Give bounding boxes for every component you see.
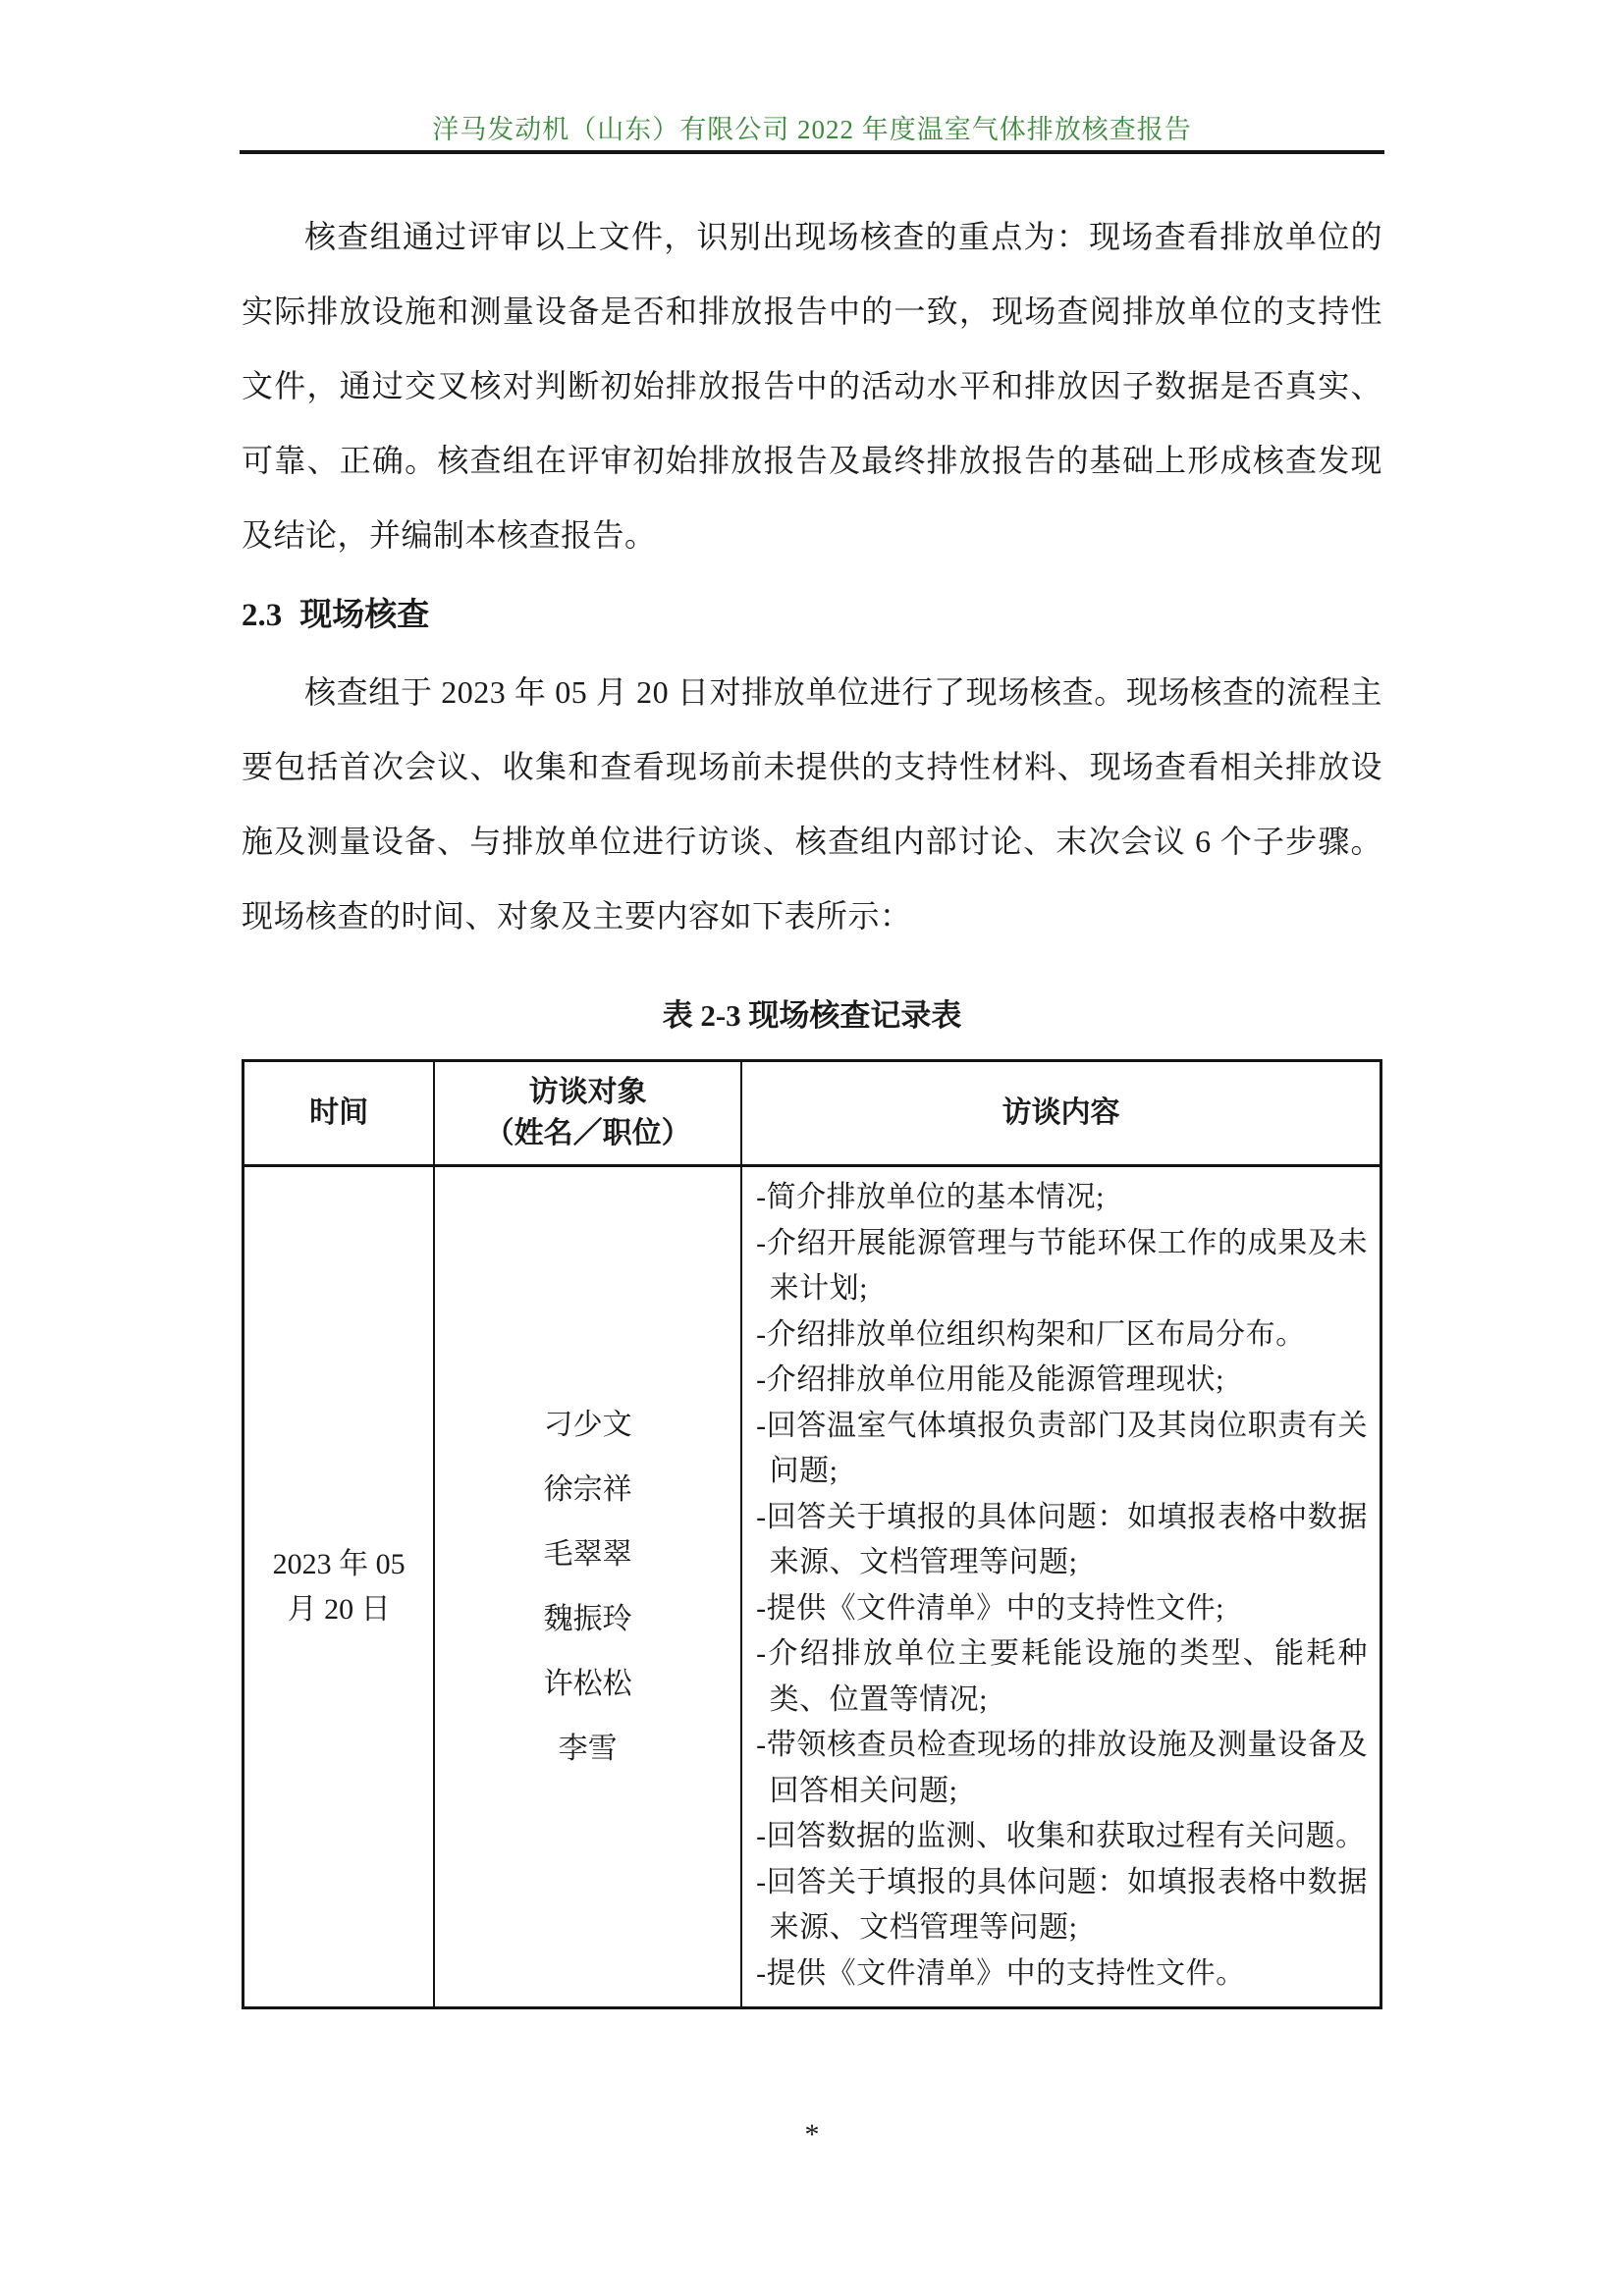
cell-interviewees xyxy=(434,1166,741,2008)
interviewee-name: 魏振玲 xyxy=(543,1602,632,1635)
page-content xyxy=(242,199,1382,2009)
section-title: 现场核查 xyxy=(299,598,430,633)
table-caption: 表 2-3 现场核查记录表 xyxy=(662,998,962,1033)
interview-content-item: -介绍排放单位主要耗能设施的类型、能耗种类、位置等情况; xyxy=(756,1637,1368,1716)
interviewee-name: 毛翠翠 xyxy=(543,1537,632,1571)
column-header-interviewee xyxy=(434,1061,741,1166)
column-header-content: 访谈内容 xyxy=(741,1061,1380,1166)
page-header xyxy=(240,0,1384,154)
page-header-title: 洋马发动机（山东）有限公司 2022 年度温室气体排放核查报告 xyxy=(432,115,1192,144)
time-line: 2023 年 05 xyxy=(272,1547,406,1580)
interview-content-item: -简介排放单位的基本情况; xyxy=(756,1181,1105,1213)
interview-content-item: -回答关于填报的具体问题：如填报表格中数据来源、文档管理等问题; xyxy=(756,1500,1368,1578)
interview-content-item: -提供《文件清单》中的支持性文件。 xyxy=(756,1956,1246,1990)
column-header-time: 时间 xyxy=(244,1061,435,1166)
interview-content-item: -回答数据的监测、收集和获取过程有关问题。 xyxy=(756,1820,1366,1852)
interviewee-name: 许松松 xyxy=(543,1667,632,1700)
interview-content-item: -介绍开展能源管理与节能环保工作的成果及未来计划; xyxy=(756,1226,1368,1305)
footer-mark: * xyxy=(804,2118,820,2151)
section-number: 2.3 xyxy=(242,598,283,633)
section-heading-2-3 xyxy=(242,592,1382,639)
table-row xyxy=(244,1166,1381,2008)
interviewee-name: 徐宗祥 xyxy=(543,1472,632,1506)
time-line: 月 20 日 xyxy=(287,1592,391,1626)
interview-content-item: -回答关于填报的具体问题：如填报表格中数据来源、文档管理等问题; xyxy=(756,1865,1368,1944)
interview-content-item: -回答温室气体填报负责部门及其岗位职责有关问题; xyxy=(756,1409,1368,1487)
interview-content-item: -带领核查员检查现场的排放设施及测量设备及回答相关问题; xyxy=(756,1729,1368,1807)
cell-time xyxy=(244,1166,435,2008)
cell-interview-content xyxy=(741,1166,1380,2008)
page-footer xyxy=(0,2118,1624,2152)
interview-content-item: -介绍排放单位组织构架和厂区布局分布。 xyxy=(756,1317,1306,1351)
column-header-interviewee-line2: （姓名／职位） xyxy=(484,1117,691,1149)
interviewee-name: 刁少文 xyxy=(543,1408,632,1441)
interviewee-name: 李雪 xyxy=(558,1732,618,1765)
interview-content-item: -介绍排放单位用能及能源管理现状; xyxy=(756,1363,1224,1396)
table-header-row xyxy=(244,1061,1381,1166)
paragraph-review-summary: 核查组通过评审以上文件，识别出现场核查的重点为：现场查看排放单位的实际排放设施和测量设备是否和排放报告中的一致，现场查阅排放单位的支持性文件，通过交叉核对判断初始排放报告中的活动水平和排放因子数据是否真实、可靠、正确。核查组在评审初始排放报告及最终排放报告的基础上形成核查发现及结论，并编制本核查报告。 xyxy=(242,219,1382,553)
column-header-interviewee-line1: 访谈对象 xyxy=(528,1076,647,1108)
onsite-verification-record-table xyxy=(242,1059,1382,2009)
paragraph-onsite-verification: 核查组于 2023 年 05 月 20 日对排放单位进行了现场核查。现场核查的流程主要包括首次会议、收集和查看现场前未提供的支持性材料、现场查看相关排放设施及测量设备、与排放单位进行访谈、核查组内部讨论、末次会议 6 个子步骤。现场核查的时间、对象及主要内容如下表所示： xyxy=(242,674,1382,934)
interview-content-item: -提供《文件清单》中的支持性文件; xyxy=(756,1591,1224,1625)
